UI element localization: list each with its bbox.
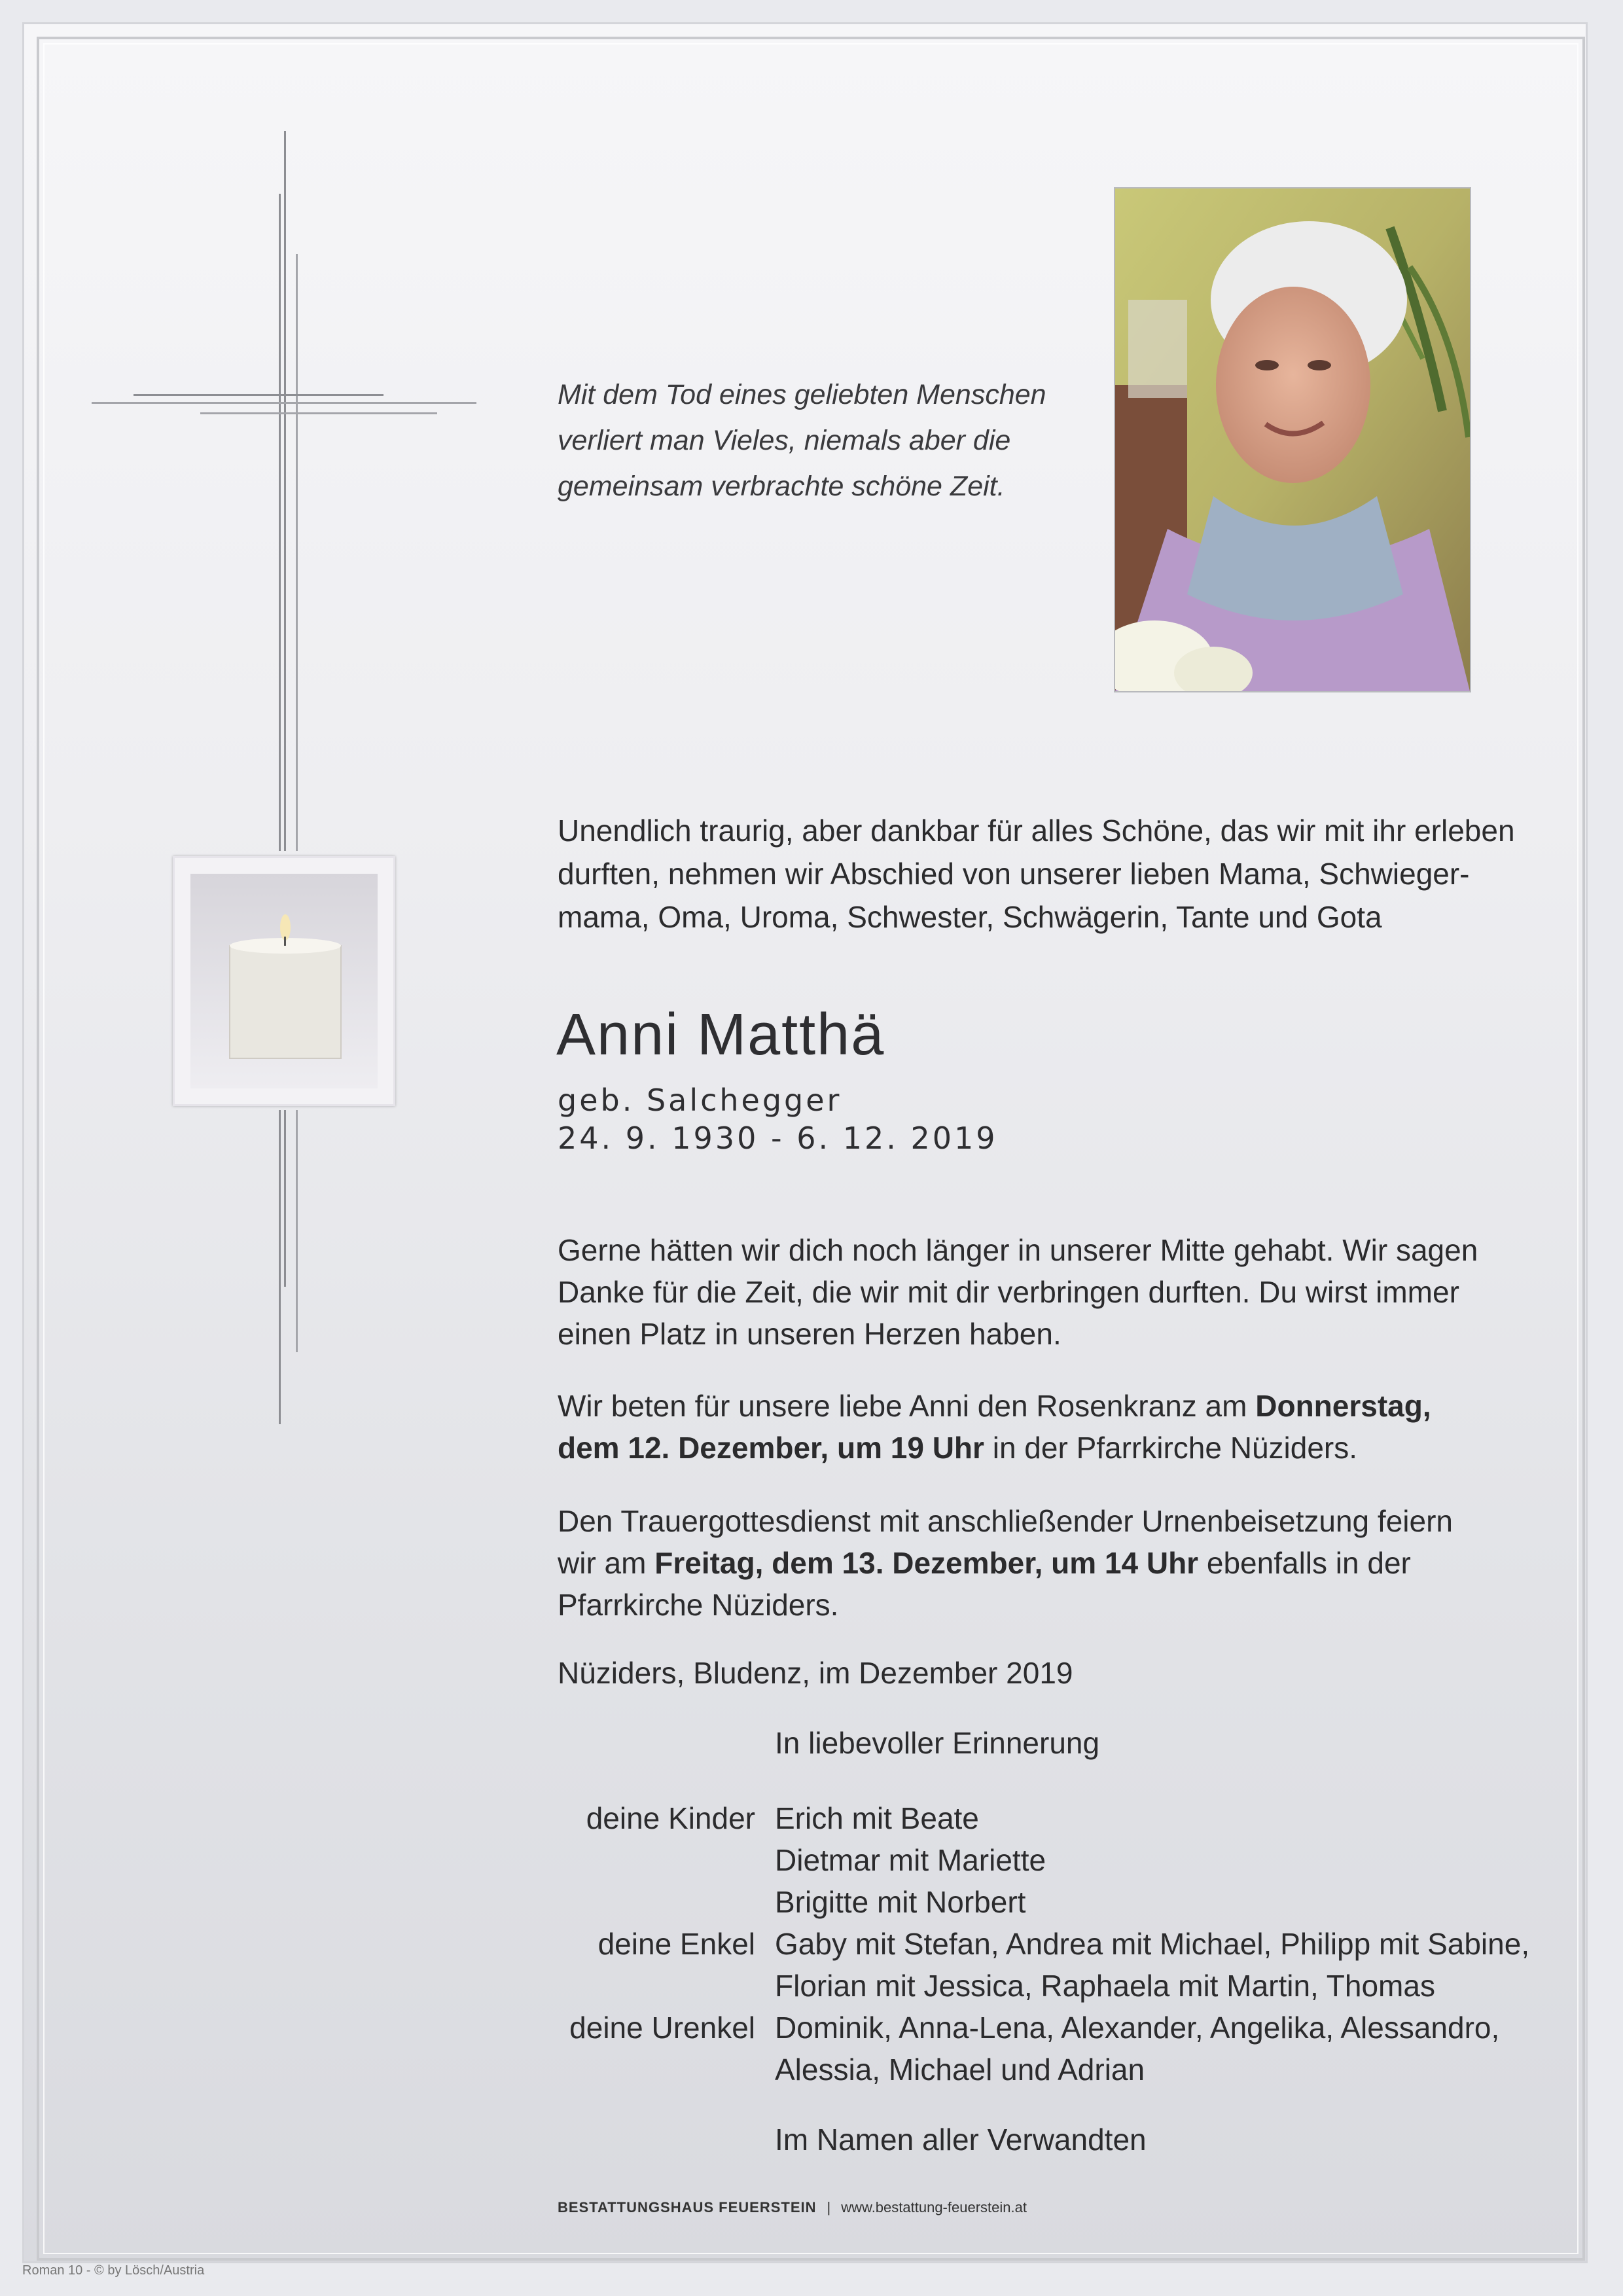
closing-line: Im Namen aller Verwandten xyxy=(775,2123,1147,2157)
template-credit: Roman 10 - © by Lösch/Austria xyxy=(22,2263,205,2278)
rosary-paragraph xyxy=(558,1385,1552,1469)
family-label-grandchildren: deine Enkel xyxy=(597,1927,755,1961)
farewell-paragraph: Gerne hätten wir dich noch länger in unserer Mitte gehabt. Wir sagen Danke für die Zeit, die wir mit dir verbringen durften. Du wirst immer einen Platz in unseren Herzen haben. xyxy=(558,1233,1478,1351)
memory-line: In liebevoller Erinnerung xyxy=(775,1726,1100,1760)
footer-separator: | xyxy=(827,2199,831,2215)
place-date: Nüziders, Bludenz, im Dezember 2019 xyxy=(558,1656,1073,1690)
maiden-name: geb. Salchegger xyxy=(558,1083,842,1118)
company-name: BESTATTUNGSHAUS FEUERSTEIN xyxy=(558,2199,817,2215)
candle-card xyxy=(173,856,395,1106)
funeral-time: Freitag, dem 13. Dezember, um 14 Uhr xyxy=(654,1546,1199,1580)
family-names-great-grandchildren: Dominik, Anna-Lena, Alexander, Angelika, Alessandro, Alessia, Michael und Adrian xyxy=(775,2011,1500,2087)
funeral-place: ebenfalls in der Pfarrkirche Nüziders. xyxy=(558,1546,1411,1622)
funeral-text: Den Trauergottesdienst mit anschließender Urnenbeisetzung feiern wir am xyxy=(558,1504,1453,1580)
family-label-children: deine Kinder xyxy=(586,1801,755,1835)
rosary-text: Wir beten für unsere liebe Anni den Rosenkranz am xyxy=(558,1389,1256,1423)
memorial-quote: Mit dem Tod eines geliebten Menschen verliert man Vieles, niemals aber die gemeinsam verbrachte schöne Zeit. xyxy=(558,379,1046,502)
deceased-name: Anni Matthä xyxy=(556,1002,885,1067)
family-names-grandchildren: Gaby mit Stefan, Andrea mit Michael, Philipp mit Sabine, Florian mit Jessica, Raphaela mit Martin, Thomas xyxy=(775,1927,1530,2003)
portrait-photo xyxy=(1114,187,1471,692)
website-link[interactable]: www.bestattung-feuerstein.at xyxy=(841,2199,1027,2215)
funeral-paragraph xyxy=(558,1500,1552,1626)
family-label-great-grandchildren: deine Urenkel xyxy=(569,2011,755,2045)
rosary-time: Donnerstag, dem 12. Dezember, um 19 Uhr xyxy=(558,1389,1431,1465)
candle-icon xyxy=(190,874,378,1088)
rosary-place: in der Pfarrkirche Nüziders. xyxy=(984,1431,1358,1465)
intro-text: Unendlich traurig, aber dankbar für alles Schöne, das wir mit ihr erleben durften, nehmen wir Abschied von unserer lieben Mama, Schwieger- mama, Oma, Uroma, Schwester, Schwägerin, Tante und Gota xyxy=(558,814,1515,934)
family-names-children: Erich mit Beate Dietmar mit Mariette Brigitte mit Norbert xyxy=(775,1801,1046,1919)
footer xyxy=(558,2199,1027,2216)
life-dates: 24. 9. 1930 - 6. 12. 2019 xyxy=(558,1121,998,1156)
